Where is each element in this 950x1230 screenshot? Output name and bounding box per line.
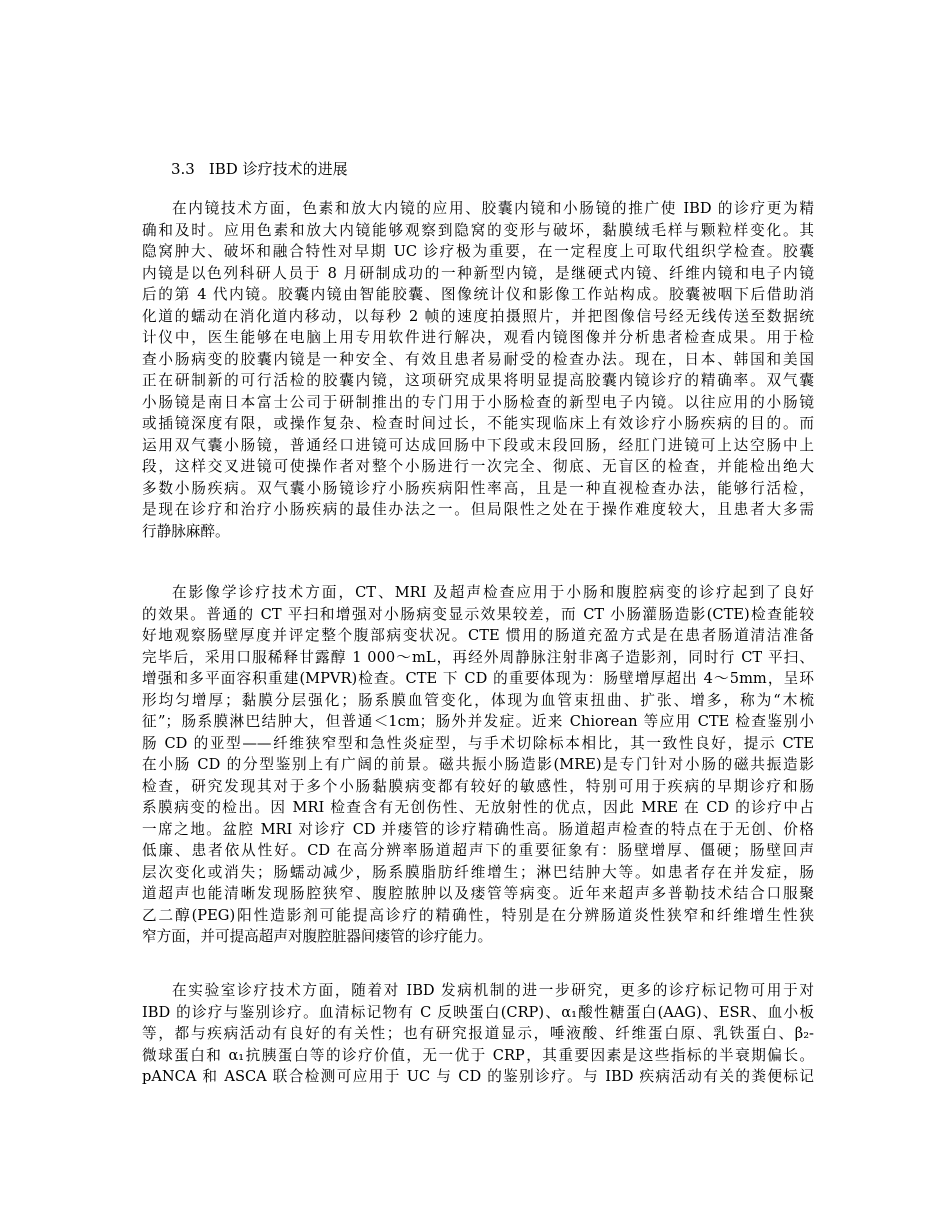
text-line: 形均匀增厚；黏膜分层强化；肠系膜血管变化，体现为血管束扭曲、扩张、增多，称为“木梳 xyxy=(142,691,814,709)
text-line: 的效果。普通的 CT 平扫和增强对小肠病变显示效果较差，而 CT 小肠灌肠造影(CTE)检查能较 xyxy=(142,605,814,623)
text-line: 查小肠病变的胶囊内镜是一种安全、有效且患者易耐受的检查办法。现在，日本、韩国和美国 xyxy=(142,350,814,368)
text-line: 段，这样交叉进镜可使操作者对整个小肠进行一次完全、彻底、无盲区的检查，并能检出绝大 xyxy=(142,458,814,475)
text-line: 微球蛋白和 α₁抗胰蛋白等的诊疗价值，无一优于 CRP，其重要因素是这些指标的半衰期偏长。 xyxy=(142,1046,814,1064)
text-line: 正在研制新的可行活检的胶囊内镜，这项研究成果将明显提高胶囊内镜诊疗的精确率。双气囊 xyxy=(142,372,814,389)
section-heading xyxy=(171,158,348,180)
text-line: IBD 的诊疗与鉴别诊疗。血清标记物有 C 反映蛋白(CRP)、α₁酸性糖蛋白(AAG)、ESR、血小板 xyxy=(142,1003,814,1021)
text-line: 增强和多平面容积重建(MPVR)检查。CTE 下 CD 的重要体现为：肠壁增厚超出 4～5mm，呈环 xyxy=(142,670,814,687)
text-line: 小肠镜是南日本富士公司于研制推出的专门用于小肠检查的新型电子内镜。以往应用的小肠镜 xyxy=(142,393,814,411)
text-line: 好地观察肠壁厚度并评定整个腹部病变状况。CTE 惯用的肠道充盈方式是在患者肠道清洁准备 xyxy=(142,627,814,644)
section-title: IBD 诊疗技术的进展 xyxy=(208,160,348,178)
text-line: 等，都与疾病活动有良好的有关性；也有研究报道显示，唾液酸、纤维蛋白原、乳铁蛋白、β₂- xyxy=(142,1025,814,1042)
text-line: 隐窝肿大、破坏和融合特性对早期 UC 诊疗极为重要，在一定程度上可取代组织学检查。胶囊 xyxy=(142,243,814,260)
text-line: 化道的蠕动在消化道内移动，以每秒 2 帧的速度拍摄照片，并把图像信号经无线传送至数据统 xyxy=(142,307,814,325)
text-line: 窄方面，并可提高超声对腹腔脏器间瘘管的诊疗能力。 xyxy=(142,928,493,945)
text-line: 系膜病变的检出。因 MRI 检查含有无创伤性、无放射性的优点，因此 MRE 在 CD 的诊疗中占 xyxy=(142,799,814,816)
text-line: 在小肠 CD 的分型鉴别上有广阔的前景。磁共振小肠造影(MRE)是专门针对小肠的磁共振造影 xyxy=(142,756,814,773)
text-line: 征”；肠系膜淋巴结肿大，但普通＜1cm；肠外并发症。近来 Chiorean 等应用 CTE 检查鉴别小 xyxy=(142,713,814,730)
text-line: 或插镜深度有限，或操作复杂、检查时间过长，不能实现临床上有效诊疗小肠疾病的目的。而 xyxy=(142,415,814,432)
text-line: 一席之地。盆腔 MRI 对诊疗 CD 并瘘管的诊疗精确性高。肠道超声检查的特点在于无创、价格 xyxy=(142,820,814,838)
text-line: 完毕后，采用口服稀释甘露醇 1 000～mL，再经外周静脉注射非离子造影剂，同时行 CT 平扫、 xyxy=(142,648,814,666)
text-line: 运用双气囊小肠镜，普通经口进镜可达成回肠中下段或末段回肠，经肛门进镜可上达空肠中上 xyxy=(142,436,814,454)
text-line: 在内镜技术方面，色素和放大内镜的应用、胶囊内镜和小肠镜的推广使 IBD 的诊疗更为精 xyxy=(172,200,814,217)
text-line: 确和及时。应用色素和放大内镜能够观察到隐窝的变形与破坏，黏膜绒毛样与颗粒样变化。其 xyxy=(142,221,814,239)
paragraph-imaging xyxy=(142,582,814,948)
text-line: 在影像学诊疗技术方面，CT、MRI 及超声检查应用于小肠和腹腔病变的诊疗起到了良好 xyxy=(172,584,814,601)
text-line: 肠 CD 的亚型——纤维狭窄型和急性炎症型，与手术切除标本相比，其一致性良好，提示 CTE xyxy=(142,734,814,752)
text-line: 检查，研究发现其对于多个小肠黏膜病变都有较好的敏感性，特别可用于疾病的早期诊疗和肠 xyxy=(142,777,814,795)
text-line: 后的第 4 代内镜。胶囊内镜由智能胶囊、图像统计仪和影像工作站构成。胶囊被咽下后借助消 xyxy=(142,286,814,303)
text-line: 计仪中，医生能够在电脑上用专用软件进行解决，观看内镜图像并分析患者检查成果。用于检 xyxy=(142,329,814,346)
paragraph-laboratory xyxy=(142,980,814,1088)
text-line: 层次变化或消失；肠蠕动减少，肠系膜脂肪纤维增生；淋巴结肿大等。如患者存在并发症，肠 xyxy=(142,863,814,881)
text-line: 多数小肠疾病。双气囊小肠镜诊疗小肠疾病阳性率高，且是一种直视检查办法，能够行活检， xyxy=(142,479,814,497)
paragraph-endoscopy xyxy=(142,198,814,542)
text-line: 行静脉麻醉。 xyxy=(142,522,230,540)
text-line: 低廉、患者依从性好。CD 在高分辨率肠道超声下的重要征象有：肠壁增厚、僵硬；肠壁回声 xyxy=(142,842,814,859)
text-line: pANCA 和 ASCA 联合检测可应用于 UC 与 CD 的鉴别诊疗。与 IBD 疾病活动有关的粪便标记 xyxy=(142,1068,814,1085)
text-line: 内镜是以色列科研人员于 8 月研制成功的一种新型内镜，是继硬式内镜、纤维内镜和电子内镜 xyxy=(142,264,814,282)
text-line: 道超声也能清晰发现肠腔狭窄、腹腔脓肿以及瘘管等病变。近年来超声多普勒技术结合口服聚 xyxy=(142,885,814,902)
text-line: 在实验室诊疗技术方面，随着对 IBD 发病机制的进一步研究，更多的诊疗标记物可用于对 xyxy=(172,982,814,999)
text-line: 是现在诊疗和治疗小肠疾病的最佳办法之一。但局限性之处在于操作难度较大，且患者大多需 xyxy=(142,501,814,518)
section-number: 3.3 xyxy=(171,160,195,178)
text-line: 乙二醇(PEG)阳性造影剂可能提高诊疗的精确性，特别是在分辨肠道炎性狭窄和纤维增生性狭 xyxy=(142,906,814,924)
